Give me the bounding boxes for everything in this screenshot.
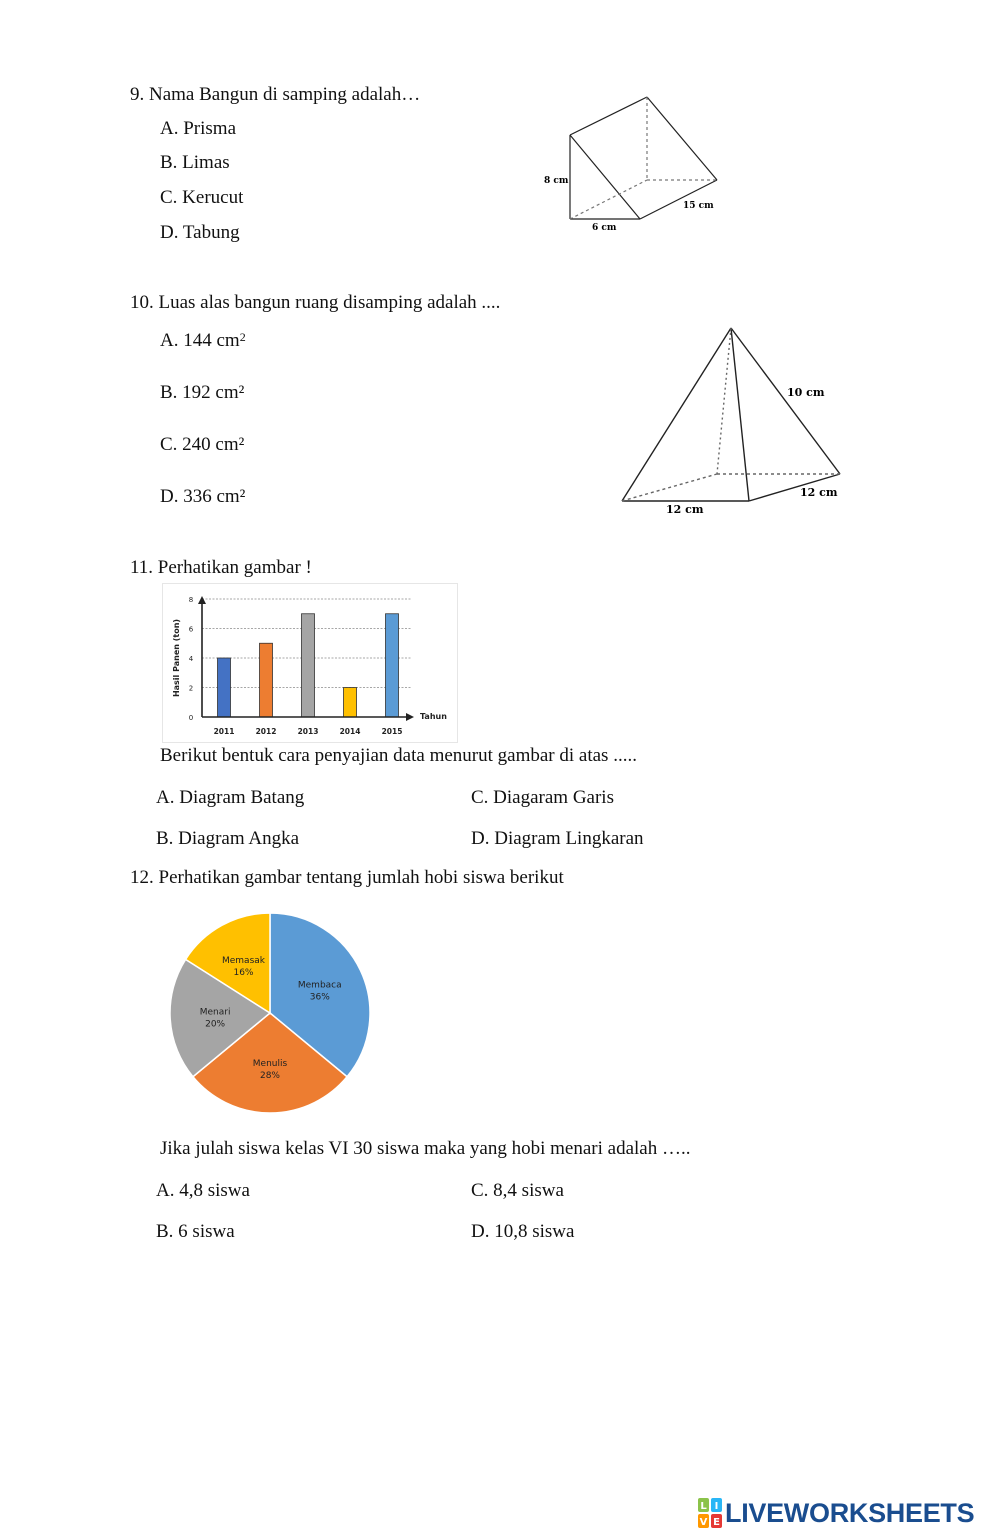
q9-option-c[interactable]: C. Kerucut <box>160 187 244 208</box>
prism-height-label: 8 cm <box>544 176 569 186</box>
pyramid-base-label: 12 cm <box>666 503 704 516</box>
bar-ytick-label: 6 <box>188 625 194 634</box>
pie-percent-label: 20% <box>205 1019 226 1030</box>
bar-2013 <box>302 614 315 717</box>
q11-option-c[interactable]: C. Diagaram Garis <box>471 787 614 808</box>
q10-option-b[interactable]: B. 192 cm² <box>160 382 245 403</box>
bar-xtick-label: 2012 <box>255 727 277 736</box>
bar-2012 <box>260 643 273 717</box>
q9-option-d[interactable]: D. Tabung <box>160 222 240 243</box>
q12-option-c[interactable]: C. 8,4 siswa <box>471 1180 564 1201</box>
q12-stem: 12. Perhatikan gambar tentang jumlah hobi siswa berikut <box>130 867 564 888</box>
q10-option-c[interactable]: C. 240 cm² <box>160 434 245 455</box>
pie-label: Menulis <box>252 1059 288 1069</box>
q10-option-a-text: A. 144 cm <box>160 330 240 351</box>
liveworksheets-logo-text: LIVEWORKSHEETS <box>725 1497 975 1528</box>
pie-percent-label: 28% <box>259 1071 281 1081</box>
q10-option-d[interactable]: D. 336 cm² <box>160 486 246 507</box>
pie-label: Membaca <box>297 980 342 991</box>
pyramid-slant-label: 10 cm <box>787 386 825 399</box>
q10-stem: 10. Luas alas bangun ruang disamping adalah .... <box>130 292 501 313</box>
pie-percent-label: 36% <box>309 992 330 1003</box>
bar-2011 <box>218 658 231 717</box>
q12-option-b[interactable]: B. 6 siswa <box>156 1221 235 1242</box>
q9-option-a[interactable]: A. Prisma <box>160 118 236 139</box>
bar-xtick-label: 2014 <box>339 727 361 736</box>
pie-chart <box>160 905 380 1120</box>
logo-mark-letter: L <box>700 1501 707 1512</box>
bar-ytick-label: 8 <box>188 596 194 604</box>
bar-2015 <box>386 614 399 717</box>
bar-xtick-label: 2011 <box>213 727 235 736</box>
bar-chart <box>162 583 458 743</box>
logo-mark-letter: V <box>699 1517 708 1528</box>
liveworksheets-logo-icon <box>698 1498 722 1528</box>
bar-chart-ylabel: Hasil Panen (ton) <box>172 618 181 698</box>
q11-option-b[interactable]: B. Diagram Angka <box>156 828 300 849</box>
q9-stem: 9. Nama Bangun di samping adalah… <box>130 84 421 105</box>
liveworksheets-logo[interactable] <box>698 1496 974 1530</box>
bar-ytick-label: 0 <box>188 714 194 722</box>
q11-option-d[interactable]: D. Diagram Lingkaran <box>471 828 644 849</box>
q11-prompt: Berikut bentuk cara penyajian data menurut gambar di atas ..... <box>160 745 637 766</box>
q12-option-a[interactable]: A. 4,8 siswa <box>156 1180 250 1201</box>
bar-ytick-label: 2 <box>188 684 194 693</box>
prism-length-label: 15 cm <box>683 201 714 211</box>
pie-label: Menari <box>199 1007 231 1018</box>
pie-label: Memasak <box>221 955 266 966</box>
bar-2014 <box>344 688 357 718</box>
bar-ytick-label: 4 <box>188 655 194 663</box>
pyramid-figure <box>615 322 845 520</box>
prism-base-label: 6 cm <box>592 223 617 233</box>
q12-option-d[interactable]: D. 10,8 siswa <box>471 1221 575 1242</box>
q12-prompt: Jika julah siswa kelas VI 30 siswa maka yang hobi menari adalah ….. <box>160 1138 691 1159</box>
pie-percent-label: 16% <box>233 967 254 978</box>
q11-stem: 11. Perhatikan gambar ! <box>130 557 312 578</box>
prism-figure <box>540 90 725 235</box>
q11-option-a[interactable]: A. Diagram Batang <box>156 787 305 808</box>
bar-xtick-label: 2013 <box>297 727 319 736</box>
bar-xtick-label: 2015 <box>381 727 403 736</box>
pyramid-side-label: 12 cm <box>800 486 838 499</box>
q10-option-a-sup: 2 <box>239 330 246 344</box>
q9-option-b[interactable]: B. Limas <box>160 152 230 173</box>
q10-option-a[interactable] <box>160 330 246 352</box>
bar-chart-xlabel: Tahun <box>420 712 447 721</box>
logo-mark-letter: I <box>714 1501 719 1512</box>
logo-mark-letter: E <box>713 1517 720 1528</box>
